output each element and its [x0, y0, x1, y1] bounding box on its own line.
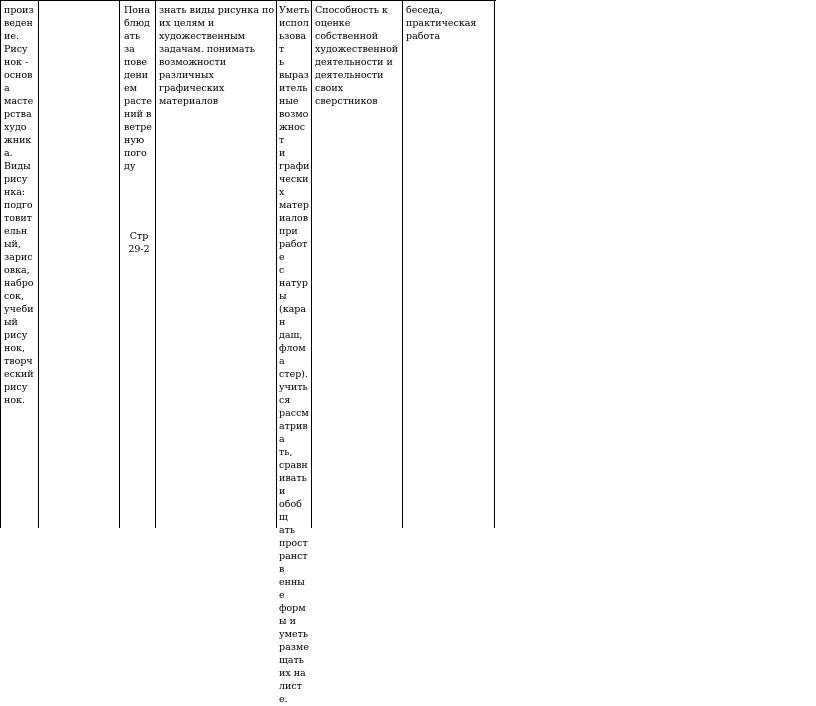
column-border	[402, 0, 403, 528]
table-cell-page-ref: Стр 29-2	[128, 231, 150, 255]
column-border	[0, 0, 1, 528]
column-border	[311, 0, 312, 528]
table-cell-skills: Уметь испол ьзоват ь выраз итель ные возмо жност и графи чески х матер иалов при работе с натур ы (каран даш, флома стер). учить ся рассм атрива ть, сравн ивать и обобщ ать прост ранств енные форм ы и уметь разме щать их на листе.	[279, 5, 310, 705]
column-border	[276, 0, 277, 528]
column-border	[38, 0, 39, 528]
column-border	[494, 0, 495, 528]
table-cell-knowledge: знать виды рисунка по их целям и художественным задачам. понимать возможности различных графических материалов	[159, 5, 275, 107]
table-cell-assessment: Способность к оценке собственной художественной деятельности и деятельности своих сверстников	[315, 5, 399, 107]
table-cell-form: беседа, практическая работа	[406, 5, 477, 42]
table-top-border	[0, 0, 496, 1]
column-border	[155, 0, 156, 528]
table-cell-topic: произ веден ие. Рису нок - основ а масте рства худо жник а. Виды рису нка: подго товит ельн ый, зарис овка, набро сок, учеби ый рису нок, творч еский рису нок.	[4, 5, 34, 406]
column-border	[119, 0, 120, 528]
table-cell-observation: Пона блюд ать за пове дени ем расте ний в ветре ную пого ду	[124, 5, 152, 172]
